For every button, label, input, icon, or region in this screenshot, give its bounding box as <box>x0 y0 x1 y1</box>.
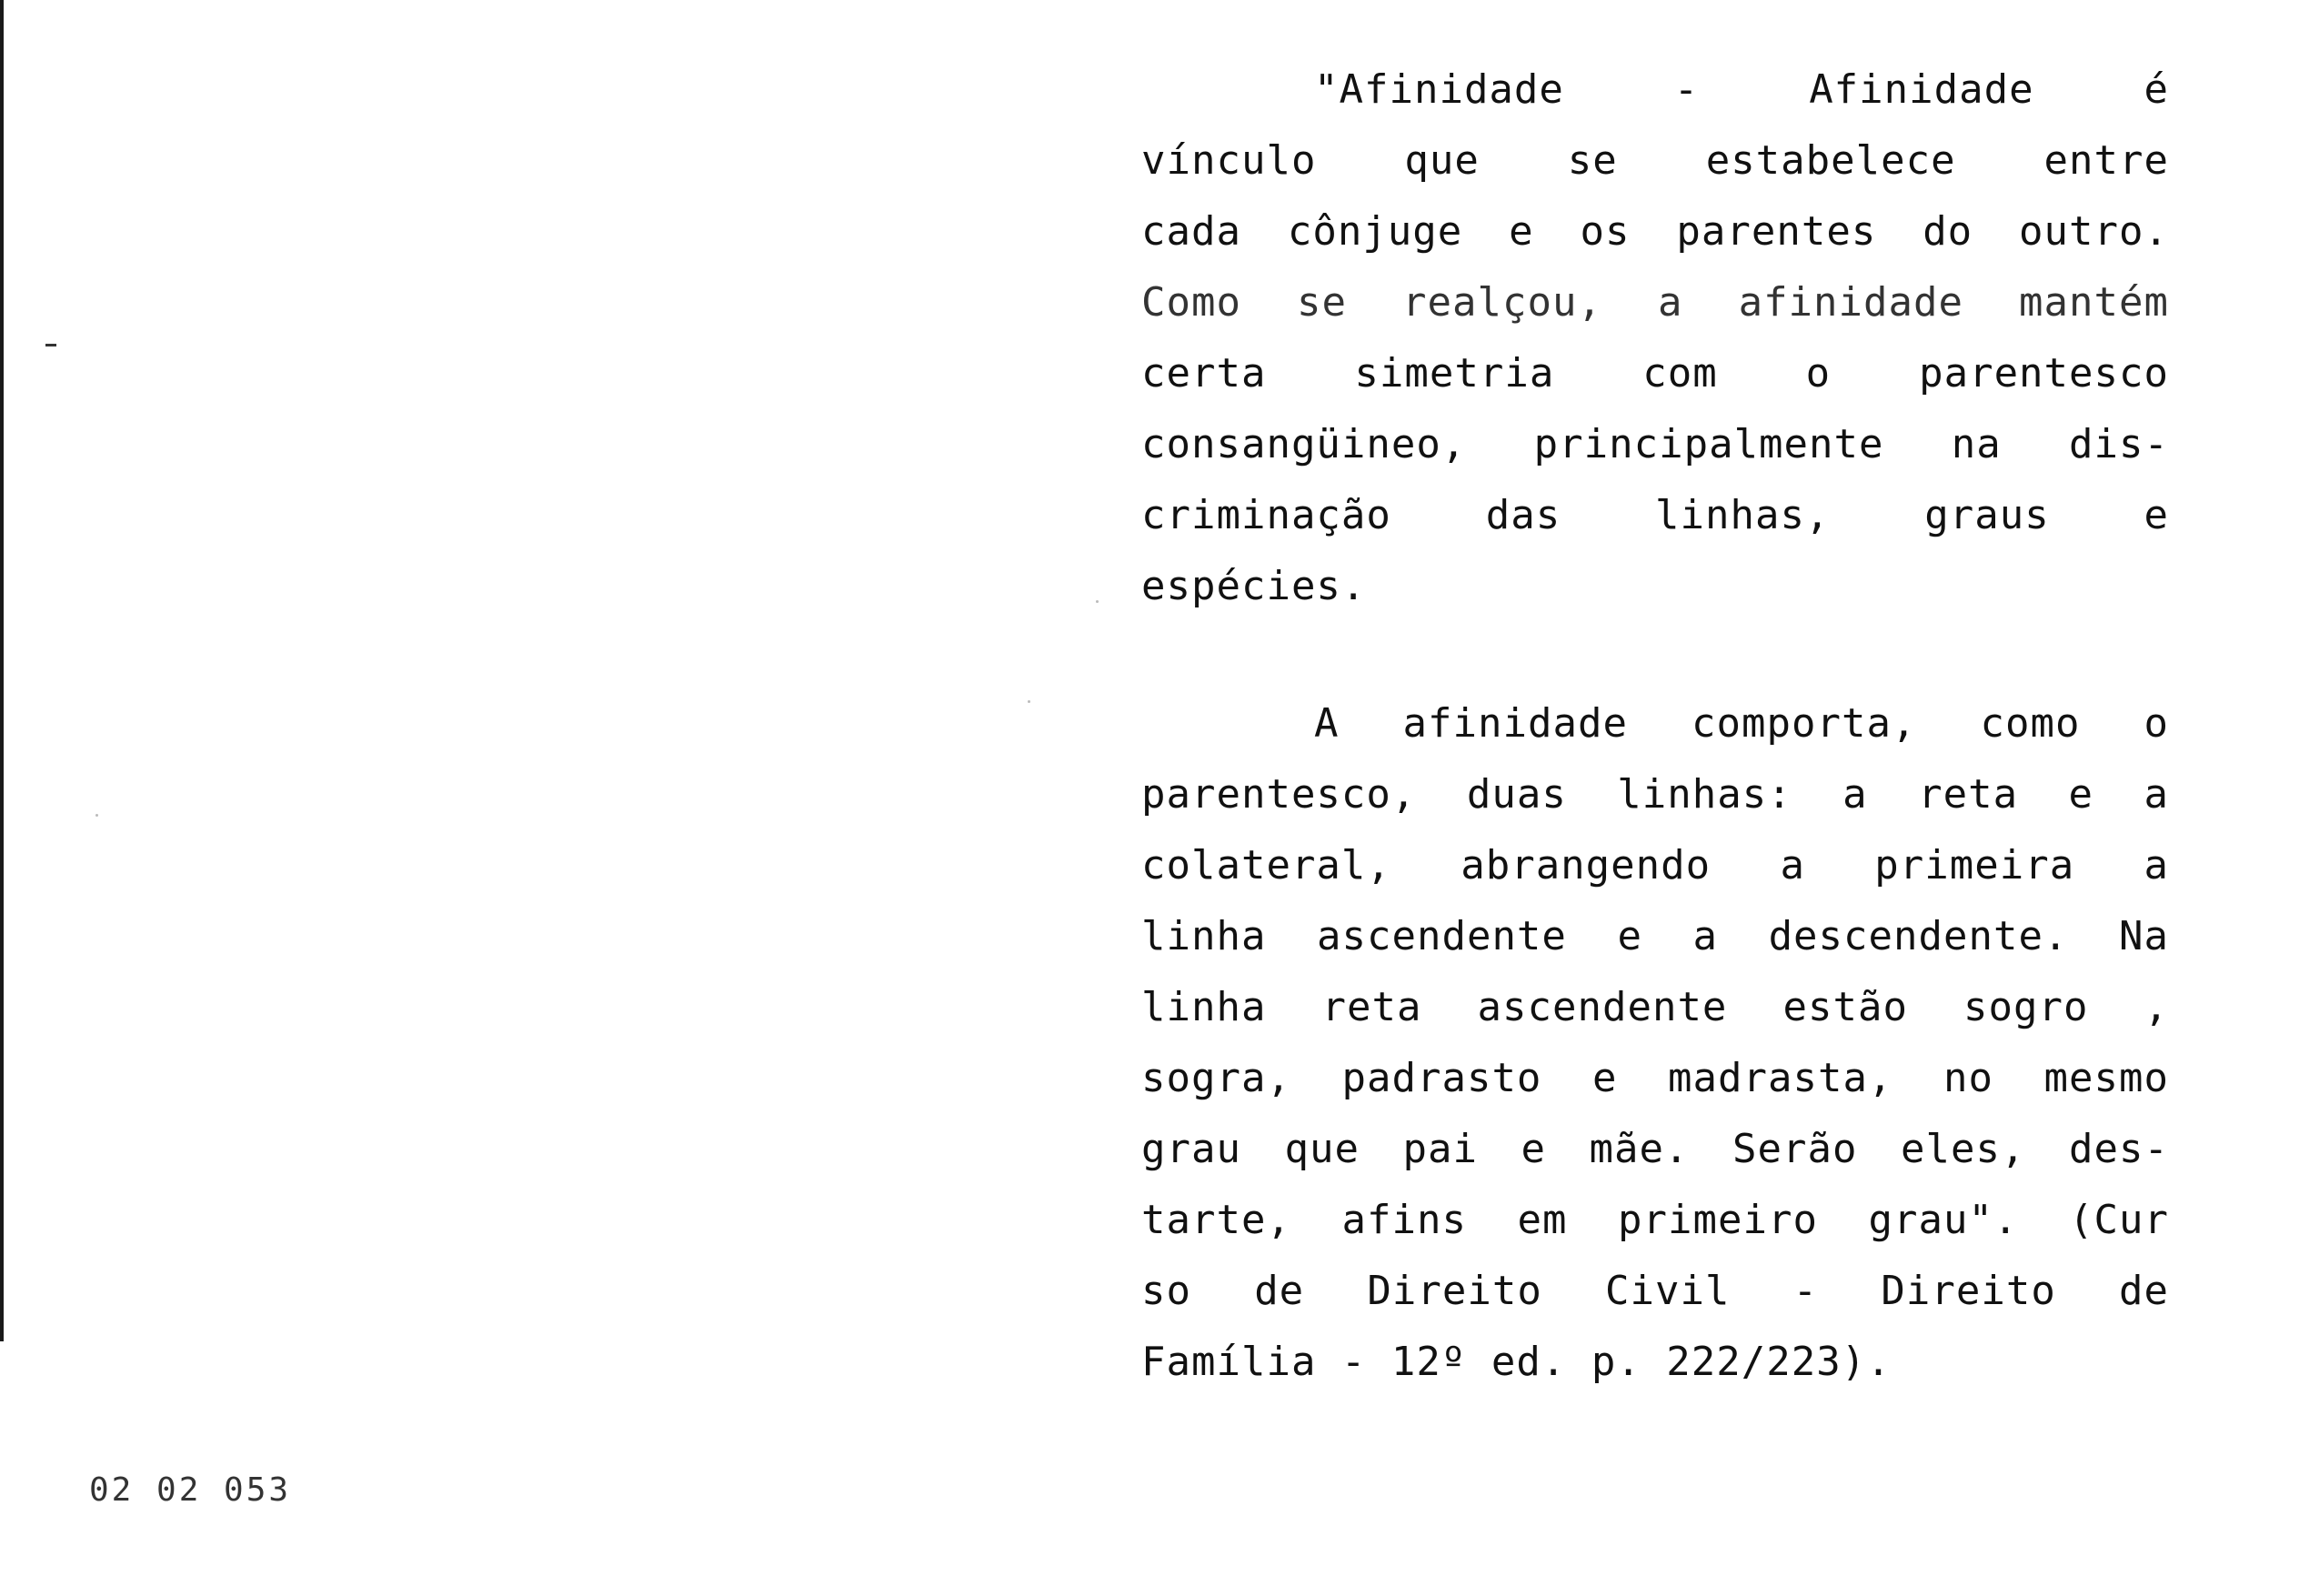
text-line: tarte, afins em primeiro grau". (Cur <box>1141 1197 2169 1243</box>
speck <box>95 814 98 817</box>
left-edge-rule <box>0 0 4 1341</box>
text-line: linha reta ascendente estão sogro , <box>1141 984 2169 1030</box>
speck <box>1028 700 1030 703</box>
text-line: vínculo que se estabelece entre <box>1141 137 2169 184</box>
text-line: Família - 12º ed. p. 222/223). <box>1141 1339 1892 1385</box>
text-line: colateral, abrangendo a primeira a <box>1141 842 2169 888</box>
text-line: criminação das linhas, graus e <box>1141 492 2169 538</box>
text-line: A afinidade comporta, como o <box>1314 700 2169 747</box>
stray-mark <box>45 344 56 346</box>
text-line: certa simetria com o parentesco <box>1141 350 2169 396</box>
text-line: cada cônjuge e os parentes do outro. <box>1141 208 2169 255</box>
text-line: parentesco, duas linhas: a reta e a <box>1141 771 2169 818</box>
page-code: 02 02 053 <box>89 1471 292 1509</box>
text-line: linha ascendente e a descendente. Na <box>1141 913 2169 959</box>
speck <box>1096 600 1099 603</box>
text-line: Como se realçou, a afinidade mantém <box>1141 279 2169 326</box>
text-line: espécies. <box>1141 563 1367 609</box>
text-line: grau que pai e mãe. Serão eles, des- <box>1141 1126 2169 1172</box>
text-line: sogra, padrasto e madrasta, no mesmo <box>1141 1055 2169 1101</box>
text-line: so de Direito Civil - Direito de <box>1141 1268 2169 1314</box>
text-line: "Afinidade - Afinidade é <box>1314 66 2169 113</box>
text-line: consangüineo, principalmente na dis- <box>1141 421 2169 467</box>
